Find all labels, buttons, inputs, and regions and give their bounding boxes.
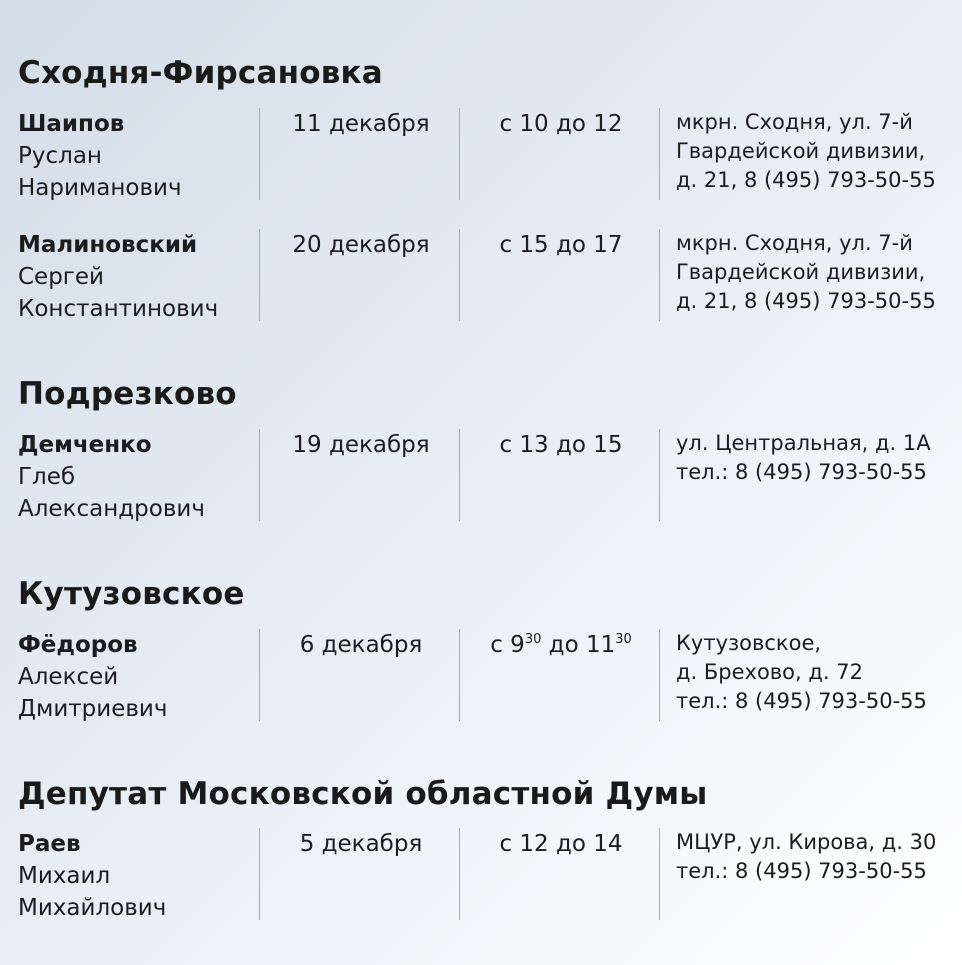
schedule-row	[0, 629, 962, 721]
reception-date: 20 декабря	[292, 232, 430, 258]
reception-time: с 10 до 12	[499, 111, 623, 137]
column-divider	[659, 429, 660, 521]
address-line: д. Брехово, д. 72	[676, 660, 863, 684]
reception-address	[676, 429, 962, 487]
column-divider	[459, 108, 460, 200]
address-line: Гвардейской дивизии,	[676, 139, 926, 163]
person-patronymic: Нариманович	[18, 175, 182, 201]
person-first-name: Михаил	[18, 863, 111, 889]
person-surname: Шаипов	[18, 111, 125, 137]
person-surname: Малиновский	[18, 232, 198, 258]
person-surname: Раев	[18, 831, 81, 857]
column-divider	[259, 108, 260, 200]
address-line: МЦУР, ул. Кирова, д. 30	[676, 830, 937, 854]
column-divider	[459, 229, 460, 321]
reception-time: с 15 до 17	[499, 232, 623, 258]
column-divider	[659, 828, 660, 920]
reception-time: с 13 до 15	[499, 432, 623, 458]
column-divider	[459, 828, 460, 920]
address-line: мкрн. Сходня, ул. 7-й	[676, 110, 913, 134]
column-divider	[259, 629, 260, 721]
column-divider	[659, 229, 660, 321]
start-hour: 9	[510, 632, 525, 658]
end-minutes: 30	[615, 632, 632, 647]
person-name	[18, 629, 253, 725]
person-name	[18, 108, 253, 204]
reception-time	[462, 629, 660, 661]
section-title: Сходня-Фирсановка	[18, 55, 383, 91]
person-first-name: Сергей	[18, 264, 104, 290]
address-line: Кутузовское,	[676, 631, 822, 655]
column-divider	[259, 828, 260, 920]
person-first-name: Глеб	[18, 464, 76, 490]
address-line: тел.: 8 (495) 793-50-55	[676, 460, 927, 484]
reception-date: 11 декабря	[292, 111, 430, 137]
person-patronymic: Михайлович	[18, 895, 167, 921]
person-name	[18, 828, 253, 924]
section-title: Подрезково	[18, 376, 237, 412]
column-divider	[259, 229, 260, 321]
column-divider	[459, 629, 460, 721]
reception-date: 5 декабря	[299, 831, 423, 857]
person-patronymic: Дмитриевич	[18, 696, 168, 722]
time-prefix: с	[490, 632, 511, 658]
person-first-name: Алексей	[18, 664, 119, 690]
end-hour: 11	[585, 632, 616, 658]
address-line: д. 21, 8 (495) 793-50-55	[676, 289, 936, 313]
reception-time: с 12 до 14	[499, 831, 623, 857]
person-name	[18, 429, 253, 525]
column-divider	[259, 429, 260, 521]
schedule-row	[0, 108, 962, 200]
address-line: Гвардейской дивизии,	[676, 260, 926, 284]
address-line: д. 21, 8 (495) 793-50-55	[676, 168, 936, 192]
person-patronymic: Константинович	[18, 296, 219, 322]
person-surname: Фёдоров	[18, 632, 138, 658]
schedule-row	[0, 828, 962, 920]
reception-address	[676, 229, 962, 316]
reception-date: 19 декабря	[292, 432, 430, 458]
address-line: тел.: 8 (495) 793-50-55	[676, 859, 927, 883]
reception-address	[676, 108, 962, 195]
schedule-row	[0, 429, 962, 521]
reception-address	[676, 828, 962, 886]
time-middle: до	[541, 632, 586, 658]
person-first-name: Руслан	[18, 143, 102, 169]
column-divider	[659, 629, 660, 721]
person-patronymic: Александрович	[18, 496, 205, 522]
address-line: тел.: 8 (495) 793-50-55	[676, 689, 927, 713]
reception-address	[676, 629, 962, 716]
reception-date: 6 декабря	[299, 632, 423, 658]
schedule-row	[0, 229, 962, 321]
person-name	[18, 229, 253, 325]
start-minutes: 30	[524, 632, 542, 647]
section-title: Кутузовское	[18, 576, 245, 612]
column-divider	[659, 108, 660, 200]
person-surname: Демченко	[18, 432, 152, 458]
column-divider	[459, 429, 460, 521]
section-title: Депутат Московской областной Думы	[18, 776, 708, 812]
address-line: мкрн. Сходня, ул. 7-й	[676, 231, 913, 255]
address-line: ул. Центральная, д. 1А	[676, 431, 931, 455]
